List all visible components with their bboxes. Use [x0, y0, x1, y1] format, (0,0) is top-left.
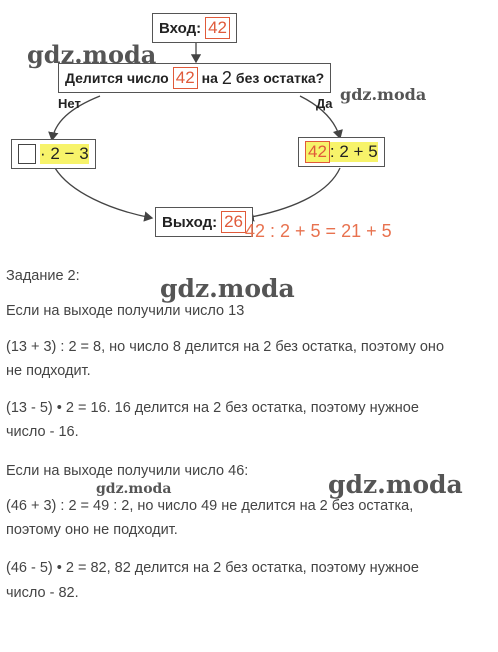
case13-line1: (13 + 3) : 2 = 8, но число 8 делится на 2 без остатка, поэтому оно	[6, 339, 445, 355]
question-part1: Делится число	[65, 70, 169, 86]
case46-line3: (46 - 5) • 2 = 82, 82 делится на 2 без остатка, поэтому нужное	[6, 560, 419, 576]
question-part3: без остатка?	[235, 70, 325, 86]
yes-label: Да	[316, 96, 333, 111]
input-box	[152, 13, 237, 43]
case46-line2: поэтому оно не подходит.	[6, 522, 178, 538]
case13-intro: Если на выходе получили число 13	[6, 303, 245, 319]
question-part2: на	[201, 70, 218, 86]
case13-line4: число - 16.	[6, 424, 79, 440]
case13-line2: не подходит.	[6, 363, 91, 379]
watermark: gdz.moda	[160, 274, 295, 303]
output-box	[155, 207, 253, 237]
calculation: 42 : 2 + 5 = 21 + 5	[245, 221, 392, 241]
task-heading: Задание 2:	[6, 268, 80, 284]
case46-line4: число - 82.	[6, 585, 79, 601]
question-divisor: 2	[221, 67, 232, 88]
right-cell: 42	[305, 141, 330, 163]
input-label: Вход:	[159, 19, 202, 37]
output-label: Выход:	[162, 213, 218, 231]
left-operation-box	[11, 139, 96, 169]
left-operation: · 2 − 3	[40, 144, 89, 163]
watermark: gdz.moda	[27, 40, 157, 69]
watermark: gdz.moda	[328, 470, 463, 499]
right-operation-box	[298, 137, 385, 167]
case13-line3: (13 - 5) • 2 = 16. 16 делится на 2 без остатка, поэтому нужное	[6, 400, 419, 416]
question-number: 42	[173, 67, 198, 89]
case46-intro: Если на выходе получили число 46:	[6, 463, 249, 479]
watermark: gdz.moda	[340, 85, 427, 104]
empty-cell	[18, 144, 36, 164]
watermark: gdz.moda	[96, 481, 172, 497]
no-label: Нет	[58, 96, 81, 111]
output-value: 26	[221, 211, 246, 233]
input-value: 42	[205, 17, 230, 39]
right-operation: : 2 + 5	[329, 142, 378, 161]
case46-line1: (46 + 3) : 2 = 49 : 2, но число 49 не делится на 2 без остатка,	[6, 498, 414, 514]
